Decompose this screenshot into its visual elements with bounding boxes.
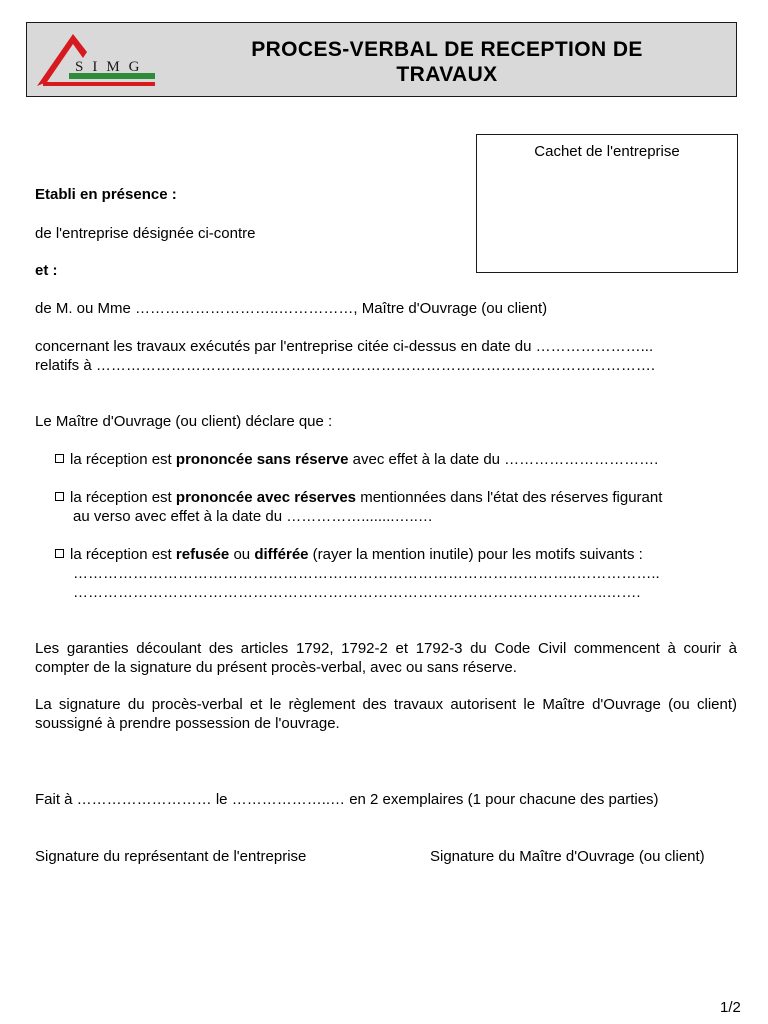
- signature-entreprise-label: Signature du représentant de l'entreprise: [35, 848, 307, 865]
- signature-client-label: Signature du Maître d'Ouvrage (ou client): [430, 848, 705, 865]
- checkbox-sans-reserve[interactable]: [55, 454, 64, 463]
- fait-line: Fait à ……………………… le ………………..… en 2 exemplaires (1 pour chacune des parties): [35, 791, 659, 808]
- title-line-1: PROCES-VERBAL DE RECEPTION DE: [251, 38, 643, 61]
- svg-text:SIMG: SIMG: [75, 59, 149, 75]
- motifs-line-1: ………………………………………………………………………………………..……………..: [73, 565, 660, 582]
- simg-logo: [35, 30, 157, 90]
- company-stamp-box: [476, 134, 738, 273]
- option-avec-reserves: la réception est prononcée avec réserves mentionnées dans l'état des réserves figurant: [55, 488, 662, 507]
- document-title: [177, 37, 717, 87]
- garanties-paragraph: Les garanties découlant des articles 1792, 1792-2 et 1792-3 du Code Civil commencent à courir à compter de la signature du présent procès-verbal, avec ou sans réserve.: [35, 640, 737, 676]
- etabli-label: Etabli en présence :: [35, 186, 177, 203]
- page-number: 1/2: [720, 999, 741, 1016]
- concernant-line-1: concernant les travaux exécutés par l'entreprise citée ci-dessus en date du …………………...: [35, 338, 654, 355]
- client-line: de M. ou Mme ………………………..……………, Maître d'Ouvrage (ou client): [35, 300, 548, 317]
- title-line-2: TRAVAUX: [396, 63, 498, 86]
- option-refusee: la réception est refusée ou différée (rayer la mention inutile) pour les motifs suivants :: [55, 545, 643, 564]
- checkbox-refusee[interactable]: [55, 549, 64, 558]
- option-sans-reserve: la réception est prononcée sans réserve avec effet à la date du ………………………….: [55, 450, 658, 469]
- signature-paragraph: La signature du procès-verbal et le règlement des travaux autorisent le Maître d'Ouvrage (ou client) soussigné à prendre possession de l'ouvrage.: [35, 696, 737, 732]
- checkbox-avec-reserves[interactable]: [55, 492, 64, 501]
- option-avec-reserves-line-2: au verso avec effet à la date du ……………........…..…: [73, 508, 433, 525]
- declare-line: Le Maître d'Ouvrage (ou client) déclare que :: [35, 413, 333, 430]
- motifs-line-2: ……………………………………………………………………………………………..…….: [73, 584, 641, 601]
- concernant-line-2: relatifs à ………………………………………………………………………………………………….: [35, 357, 656, 374]
- header-box: [26, 22, 737, 97]
- stamp-label: Cachet de l'entreprise: [534, 143, 680, 160]
- et-label: et :: [35, 262, 58, 279]
- entreprise-line: de l'entreprise désignée ci-contre: [35, 225, 256, 242]
